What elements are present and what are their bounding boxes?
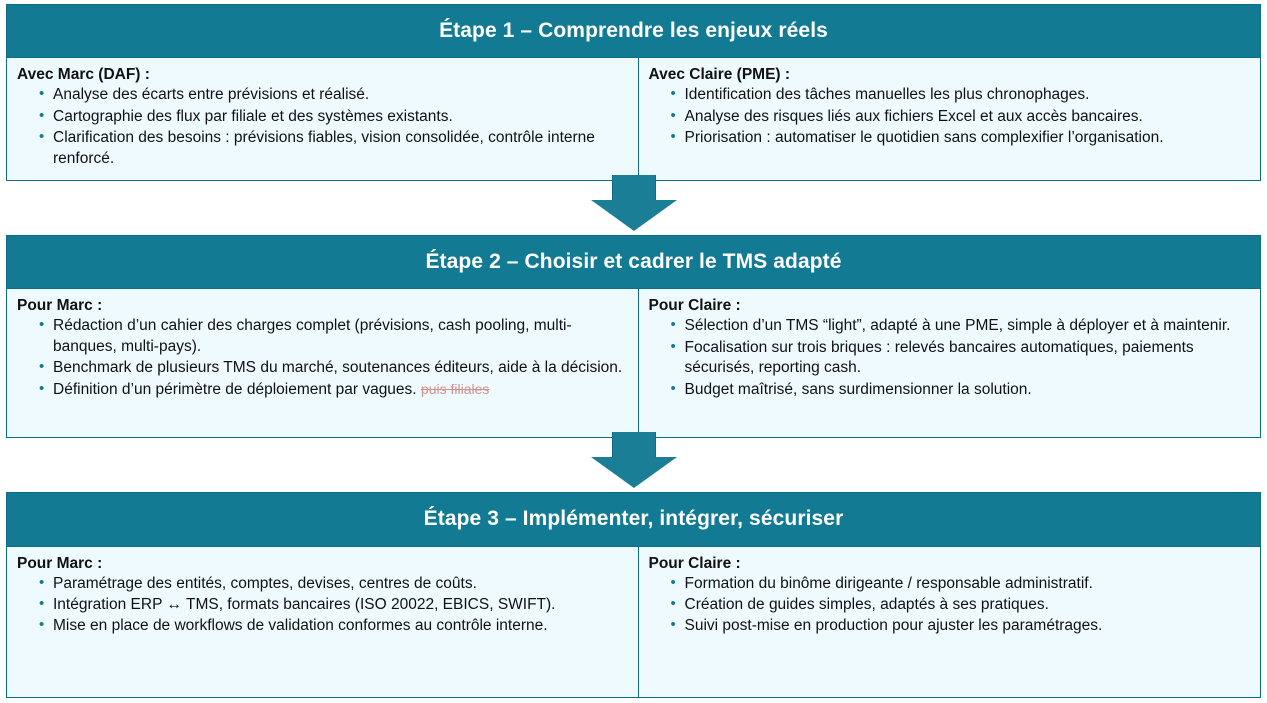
list-item: • Analyse des écarts entre prévisions et réalisé. <box>39 85 628 105</box>
list-item: • Intégration ERP ↔ TMS, formats bancaires (ISO 20022, EBICS, SWIFT). <box>39 595 628 615</box>
list-item: • Paramétrage des entités, comptes, devises, centres de coûts. <box>39 574 628 594</box>
list-item: • Création de guides simples, adaptés à ses pratiques. <box>671 595 1250 615</box>
list-item: • Budget maîtrisé, sans surdimensionner la solution. <box>671 380 1250 400</box>
connector-2-to-3 <box>6 438 1261 492</box>
step-1-left-heading: Avec Marc (DAF) : <box>17 66 150 84</box>
list-item: • Formation du binôme dirigeante / responsable administratif. <box>671 574 1250 594</box>
connector-1-to-2 <box>6 181 1261 235</box>
arrow-stem <box>612 432 656 458</box>
step-2-column-right <box>639 289 1260 437</box>
arrow-stem <box>612 175 656 201</box>
list-item <box>39 380 628 400</box>
step-3-column-right <box>639 547 1260 697</box>
down-arrow-icon <box>591 432 677 488</box>
step-1-body <box>7 58 1260 180</box>
list-item: • Focalisation sur trois briques : relevés bancaires automatiques, paiements sécurisés, reporting cash. <box>671 338 1250 379</box>
step-1-column-left <box>7 58 639 180</box>
step-3-left-bullets <box>17 574 628 637</box>
step-3-body <box>7 547 1260 697</box>
step-block-2 <box>6 235 1261 438</box>
bullet-text: Définition d’un périmètre de déploiement par vagues. <box>53 380 417 398</box>
list-item: • Priorisation : automatiser le quotidien sans complexifier l’organisation. <box>671 128 1250 148</box>
list-item: • Clarification des besoins : prévisions fiables, vision consolidée, contrôle interne renforcé. <box>39 128 628 169</box>
step-block-1 <box>6 4 1261 181</box>
arrow-head <box>591 200 677 231</box>
step-2-left-heading: Pour Marc : <box>17 297 103 315</box>
list-item: • Analyse des risques liés aux fichiers Excel et aux accès bancaires. <box>671 107 1250 127</box>
step-3-right-heading: Pour Claire : <box>648 554 741 572</box>
step-1-title: Étape 1 – Comprendre les enjeux réels <box>7 5 1260 58</box>
arrow-head <box>591 457 677 488</box>
step-1-right-bullets <box>649 85 1250 148</box>
list-item: • Sélection d’un TMS “light”, adapté à une PME, simple à déployer et à maintenir. <box>671 316 1250 336</box>
list-item: • Identification des tâches manuelles les plus chronophages. <box>671 85 1250 105</box>
step-2-right-bullets <box>649 316 1250 400</box>
list-item: • Rédaction d’un cahier des charges complet (prévisions, cash pooling, multi-banques, multi-pays). <box>39 316 628 357</box>
step-2-body <box>7 289 1260 437</box>
step-2-right-heading: Pour Claire : <box>648 297 741 315</box>
step-2-title: Étape 2 – Choisir et cadrer le TMS adapté <box>7 236 1260 289</box>
step-3-column-left <box>7 547 639 697</box>
list-item: • Suivi post-mise en production pour ajuster les paramétrages. <box>671 616 1250 636</box>
step-1-column-right <box>639 58 1260 180</box>
step-2-column-left <box>7 289 639 437</box>
list-item: • Benchmark de plusieurs TMS du marché, soutenances éditeurs, aide à la décision. <box>39 358 628 378</box>
step-3-left-heading: Pour Marc : <box>17 554 103 572</box>
list-item: • Cartographie des flux par filiale et des systèmes existants. <box>39 107 628 127</box>
step-1-left-bullets <box>17 85 628 169</box>
step-3-right-bullets <box>649 574 1250 637</box>
step-2-left-bullets <box>17 316 628 400</box>
struck-note: puis filiales <box>420 380 490 397</box>
step-3-title: Étape 3 – Implémenter, intégrer, sécuriser <box>7 493 1260 546</box>
step-block-3 <box>6 492 1261 697</box>
step-1-right-heading: Avec Claire (PME) : <box>648 66 791 84</box>
list-item: • Mise en place de workflows de validation conformes au contrôle interne. <box>39 616 628 636</box>
down-arrow-icon <box>591 175 677 231</box>
